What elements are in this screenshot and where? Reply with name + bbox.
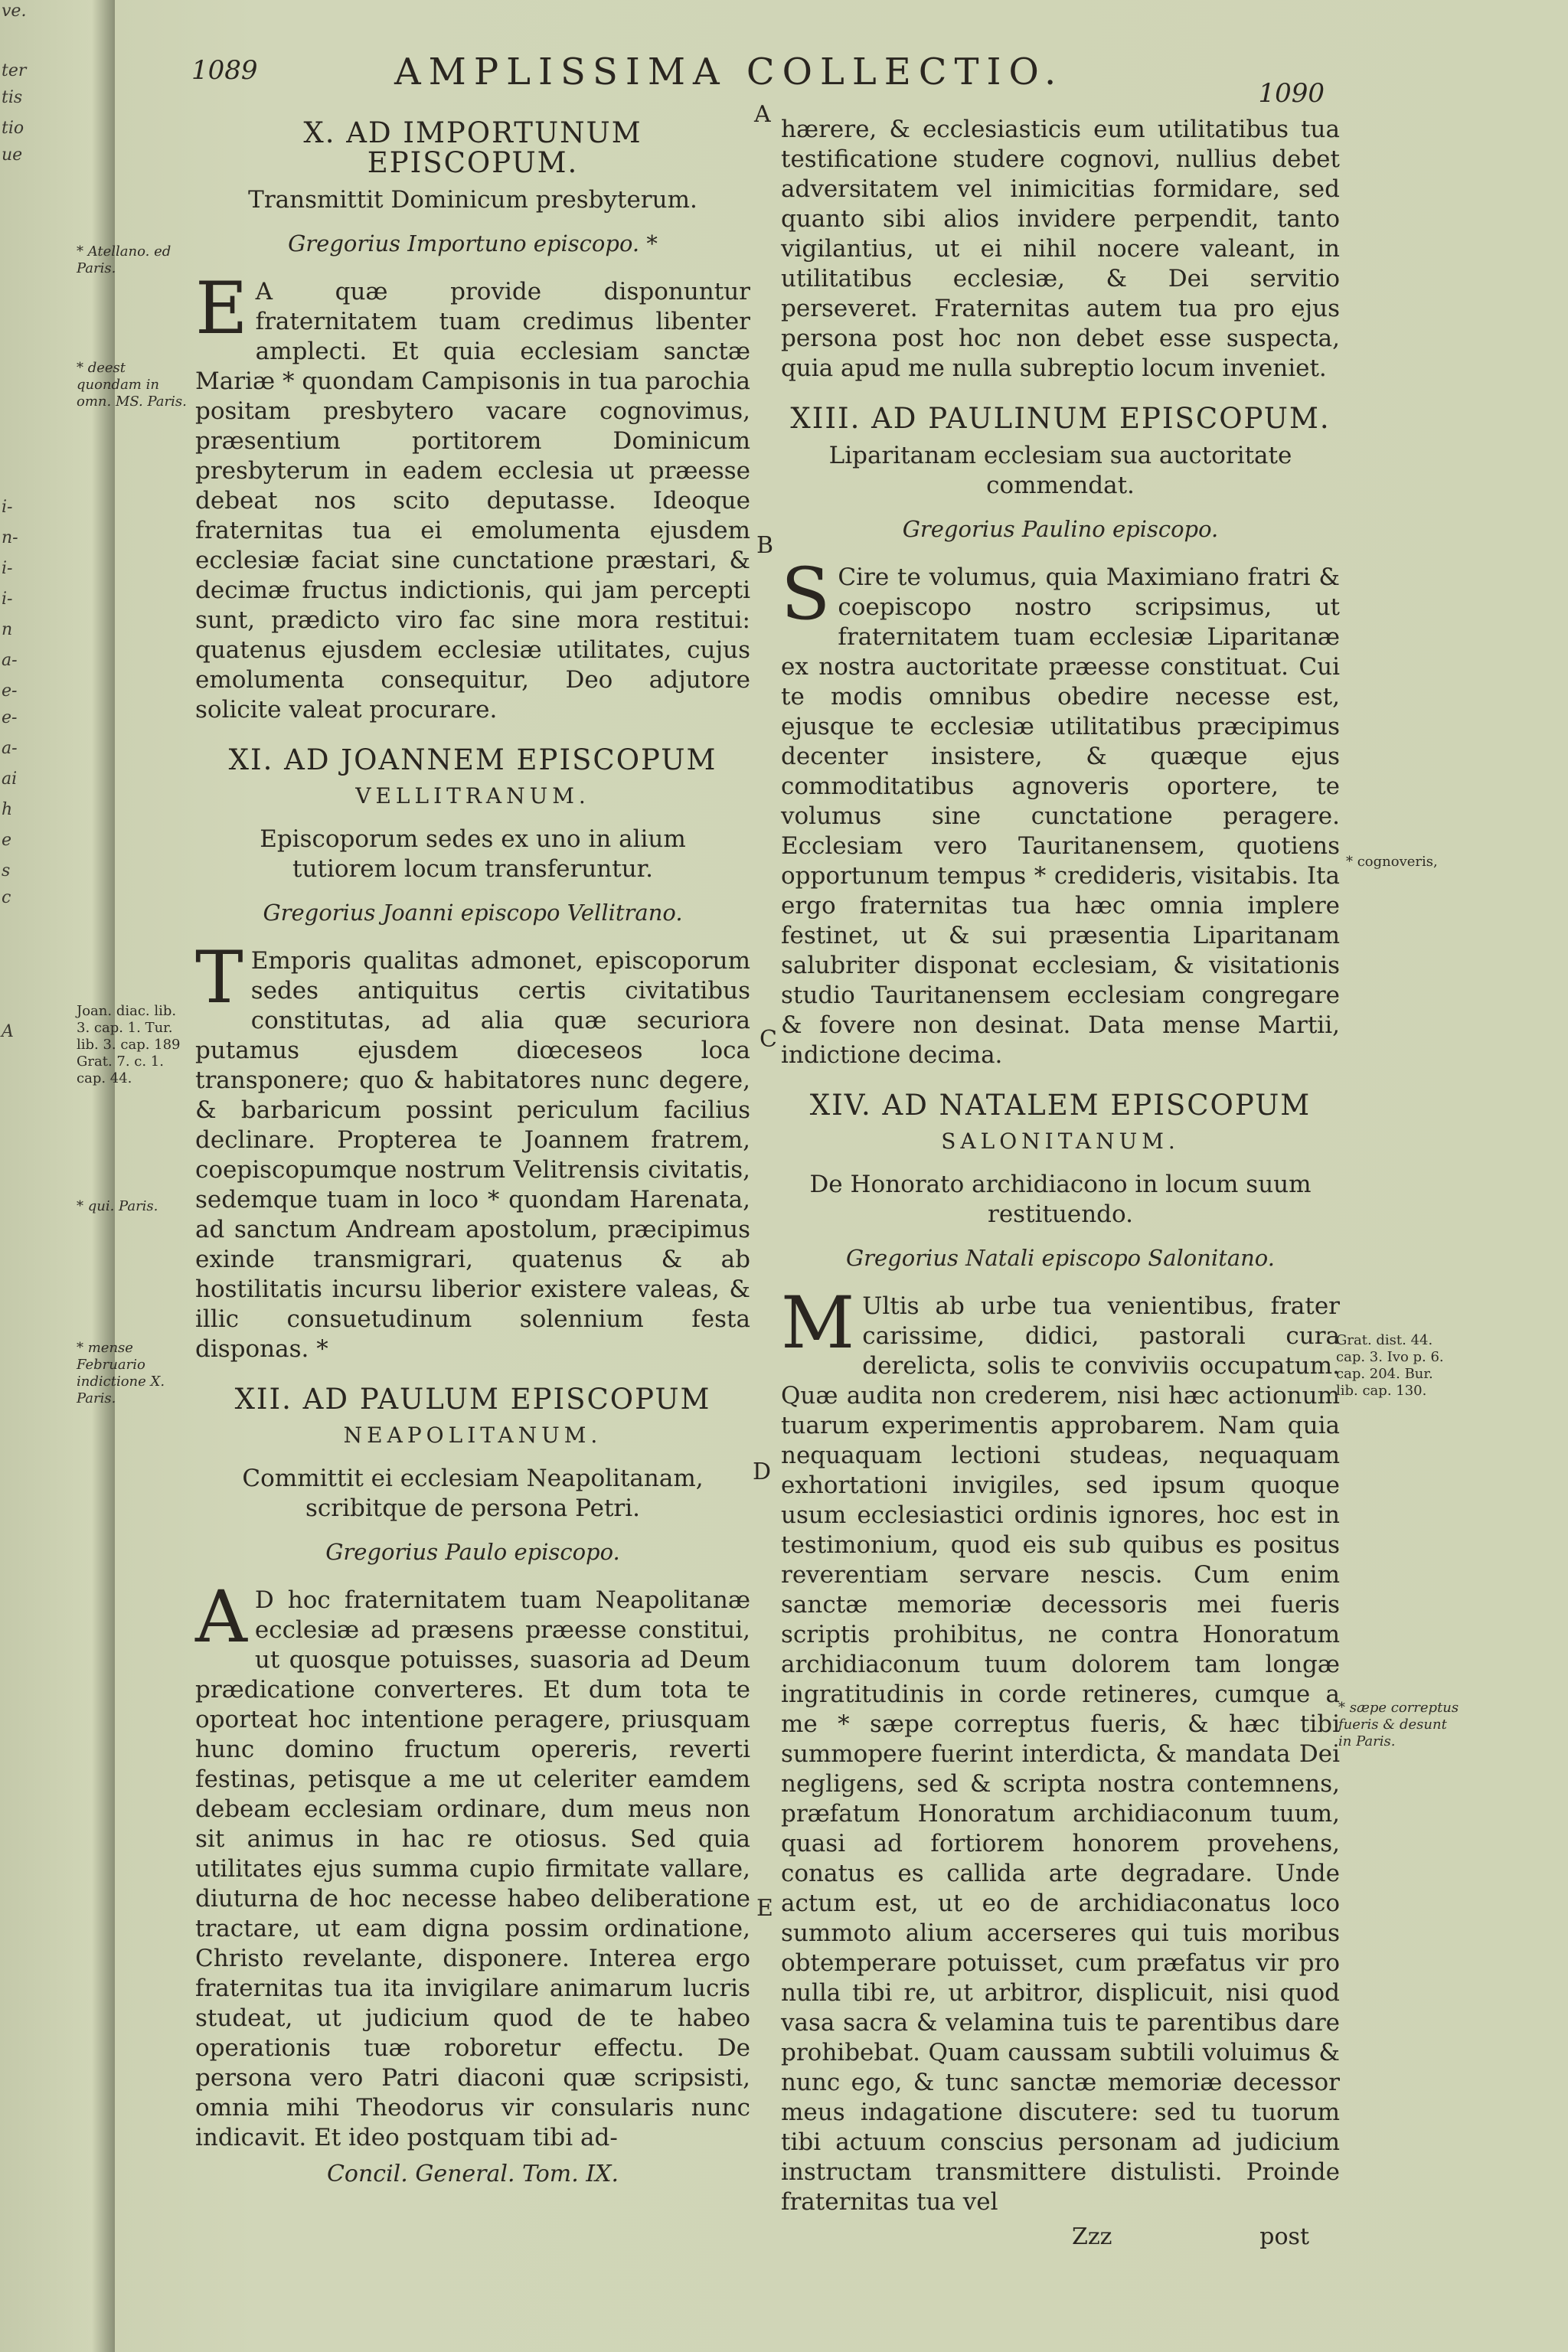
edge-fragment: e: [2, 831, 12, 850]
marginal-note: * cognoveris,: [1346, 854, 1438, 870]
edge-fragment: tio: [2, 119, 24, 138]
marginal-note: * Atellano. ed Paris.: [77, 243, 172, 276]
edge-fragment: ve.: [2, 2, 27, 21]
left-column: [195, 115, 750, 2189]
right-page-number: 1090: [1258, 78, 1325, 109]
section-letter-a: A: [754, 101, 771, 128]
epistle-summary: Episcoporum sedes ex uno in alium tutiorem locum transferuntur.: [260, 825, 686, 883]
epistle-body: [781, 1282, 1340, 2217]
edge-fragment: c: [2, 888, 11, 907]
epistle-heading: XIV. AD NATALEM EPISCOPUM: [809, 1089, 1312, 1122]
catchword: post: [1259, 2223, 1309, 2250]
epistle-heading: XI. AD JOANNEM EPISCOPUM: [228, 743, 717, 776]
edge-fragment: n-: [2, 528, 18, 547]
epistle-text: Cire te volumus, quia Maximiano fratri & coepiscopo nostro scripsimus, ut fraternitatem tuam ecclesiæ Liparitanæ ex nostra auctoritate præesse constituat. Cui te modis omnibus obedire necesse est, ejusque te ecclesiæ utilitatibus præcipimus decenter insistere, & quæque ejus commoditatibus agnoveris oportere, te volumus sine cunctatione peragere. Ecclesiam vero Tauritanensem, quotiens opportunum tempus * credideris, visitabis. Ita ergo fraternitas tua hæc omnia implere festinet, ut & sui præsentia Liparitanam salubriter disponat ecclesiam, & visitationis studio Tauritanensem ecclesiam congregare & fovere non desinat. Data mense Martii, indictione decima.: [781, 564, 1340, 1069]
volume-footer: Concil. General. Tom. IX.: [326, 2161, 619, 2187]
epistle-salutation: Gregorius Paulo episcopo.: [325, 1539, 620, 1565]
drop-cap: E: [195, 267, 248, 351]
epistle-summary: Transmittit Dominicum presbyterum.: [248, 186, 697, 214]
drop-cap: A: [195, 1576, 247, 1659]
running-head: [191, 51, 1325, 109]
epistle-text: A quæ provide disponuntur fraternitatem tuam credimus libenter amplecti. Et quia ecclesiam sanctæ Mariæ * quondam Campisonis in tua parochia positam presbytero vacare cognovimus, præsentium portitorem Dominicum presbyterum in eadem ecclesia ut præesse debeat nos scito deputasse. Ideoque fraternitas tua ei emolumenta ejusdem ecclesiæ faciat sine cunctatione præstari, & decimæ fructus indictionis, qui jam percepti sunt, prædicto viro fac sine mora restitui: quatenus ejusdem ecclesiæ utilitates, cujus emolumenta consequitur, Deo adjutore solicite valeat procurare.: [195, 278, 750, 724]
epistle-salutation: Gregorius Paulino episcopo.: [902, 516, 1219, 542]
marginal-note: Joan. diac. lib. 3. cap. 1. Tur. lib. 3. cap. 189 Grat. 7. c. 1. cap. 44.: [77, 1003, 181, 1086]
marginal-note: * mense Februario indictione X. Paris.: [77, 1340, 165, 1406]
epistle-salutation: Gregorius Importuno episcopo. *: [288, 230, 658, 256]
edge-fragment: ter: [2, 61, 27, 80]
section-letter-d: D: [753, 1459, 772, 1485]
edge-fragment: i-: [2, 559, 13, 578]
section-letter-e: E: [756, 1895, 773, 1922]
marginal-note: * qui. Paris.: [77, 1198, 158, 1214]
epistle-body: [195, 267, 750, 725]
edge-fragment: n: [2, 620, 13, 639]
edge-fragment: h: [2, 800, 13, 819]
section-letter-b: B: [756, 532, 774, 559]
facing-page-edge: [0, 0, 115, 2352]
edge-fragment: ue: [2, 145, 23, 165]
edge-fragment: i-: [2, 590, 13, 609]
left-page-number: 1089: [191, 55, 258, 86]
drop-cap: S: [781, 553, 831, 636]
epistle-summary: Committit ei ecclesiam Neapolitanam, scribitque de persona Petri.: [242, 1465, 704, 1522]
epistle-body: [195, 1576, 750, 2153]
edge-fragment: a-: [2, 739, 18, 758]
epistle-body: [195, 936, 750, 1364]
edge-fragment: A: [2, 1022, 14, 1041]
epistle-summary: De Honorato archidiacono in locum suum restituendo.: [809, 1171, 1312, 1228]
epistle-text: D hoc fraternitatem tuam Neapolitanæ ecclesiæ ad præsens præesse constitui, ut quosque potuisses, suasoria ad Deum prædicatione converteres. Et dum tota te oporteat hoc intentione peragere, priusquam hunc domino fructum opereris, reverti festinas, petisque a me ut celeriter eamdem debeam ecclesiam ordinare, dum meus non sit animus in hac re otiosus. Sed quia utilitates ejus summa cupio firmitate vallare, diuturna de hoc necesse habeo deliberatione tractare, ut eam digna possim ordinatione, Christo revelante, disponere. Interea ergo fraternitas tua ita invigilare animarum lucris studeat, ut judicium quod de te habeo operationis tuæ roboretur effectu. De persona vero Patri diaconi quæ scripsisti, omnia mihi Theodorus vir consularis nunc indicavit. Et ideo postquam tibi ad-: [195, 1586, 750, 2151]
epistle-subheading: SALONITANUM.: [941, 1129, 1180, 1154]
section-letter-c: C: [760, 1026, 777, 1053]
continued-text: hærere, & ecclesiasticis eum utilitatibus tua testificatione studere cognovi, nullius debet adversitatem vel inimicitias formidare, sed quanto sibi alios invidere perpendit, tanto vigilantius, ut ei nihil nocere valeant, in utilitatibus ecclesiæ, & Dei servitio perseveret. Fraternitas autem tua pro ejus persona post hoc non debet esse suspecta, quia apud me nulla subreptio locum inveniet.: [781, 116, 1340, 382]
epistle-summary: Liparitanam ecclesiam sua auctoritate commendat.: [828, 442, 1292, 499]
epistle-heading: X. AD IMPORTUNUM EPISCOPUM.: [303, 116, 642, 179]
epistle-subheading: VELLITRANUM.: [355, 783, 590, 808]
edge-fragment: i-: [2, 498, 13, 517]
right-column: [781, 115, 1340, 2252]
epistle-text: Emporis qualitas admonet, episcoporum sedes antiquitus certis civitatibus constitutas, ad alia quæ securiora putamus ejusdem diœceseos loca transponere; quo & habitatores nunc degere, & barbaricum possint periculum facilius declinare. Propterea te Joannem fratrem, coepiscopumque nostrum Velitrensis civitatis, sedemque tuam in loco * quondam Harenata, ad sanctum Andream apostolum, præcipimus exinde transmigrari, quatenus & ab hostilitatis incursu liberior existere valeas, & illic consuetudinum solennium festa disponas. *: [195, 947, 750, 1363]
epistle-subheading: NEAPOLITANUM.: [343, 1423, 603, 1448]
edge-fragment: e-: [2, 681, 18, 701]
epistle-heading: XIII. AD PAULINUM EPISCOPUM.: [790, 402, 1331, 435]
epistle-heading: XII. AD PAULUM EPISCOPUM: [234, 1383, 711, 1416]
epistle-body: [781, 553, 1340, 1070]
epistle-salutation: Gregorius Natali episcopo Salonitano.: [846, 1245, 1275, 1271]
edge-fragment: ai: [2, 769, 18, 789]
edge-fragment: tis: [2, 88, 23, 107]
edge-fragment: s: [2, 861, 11, 880]
edge-fragment: a-: [2, 651, 18, 670]
epistle-text: Ultis ab urbe tua venientibus, frater carissime, didici, pastorali cura derelicta, solis te conviviis occupatum. Quæ audita non crederem, nisi hæc actionum tuarum experimentis approbarem. Nam quia nequaquam lectioni studeas, nequaquam exhortationi invigiles, sed ipsum quoque usum ecclesiastici ordinis ignores, hoc est in testimonium, quod eis sub quibus es positus reverentiam servare nescis. Cum enim sanctæ memoriæ decessoris mei fueris scriptis prohibitus, ne contra Honoratum archidiaconum tuum dolorem tam longæ ingratitudinis in corde retineres, cumque a me * sæpe correptus fueris, & hæc tibi summopere fuerint interdicta, & mandata Dei negligens, sed & scripta nostra contemnens, præfatum Honoratum archidiaconum tuum, quasi ad fortiorem honorem provehens, conatus es callida arte degradare. Unde actum est, ut eo de archidiaconatus loco summoto alium accerseres qui tuis moribus obtemperare potuisset, cum præfatus vir pro nulla tibi re, ut arbitror, displicuit, nisi quod vasa sacra & velamina tuis te parentibus dare prohibebat. Quam caussam subtili voluimus & nunc ego, & tunc sanctæ memoriæ decessor meus indagatione discutere: sed tu tuorum tibi actuum conscius personam ad judicium instructam transmittere distulisti. Proinde fraternitas tua vel: [781, 1292, 1340, 2216]
page-foot: [781, 2222, 1340, 2252]
running-title: AMPLISSIMA COLLECTIO.: [394, 51, 1064, 93]
marginal-note: * sæpe correptus fueris & desunt in Paris.: [1338, 1700, 1459, 1749]
drop-cap: T: [195, 936, 243, 1020]
epistle-salutation: Gregorius Joanni episcopo Vellitrano.: [263, 900, 683, 926]
marginal-note: Grat. dist. 44. cap. 3. Ivo p. 6. cap. 204. Bur. lib. cap. 130.: [1336, 1332, 1444, 1399]
edge-fragment: e-: [2, 708, 18, 727]
drop-cap: M: [781, 1282, 855, 1365]
signature-mark: Zzz: [1072, 2223, 1112, 2250]
marginal-note: * deest quondam in omn. MS. Paris.: [77, 360, 187, 410]
